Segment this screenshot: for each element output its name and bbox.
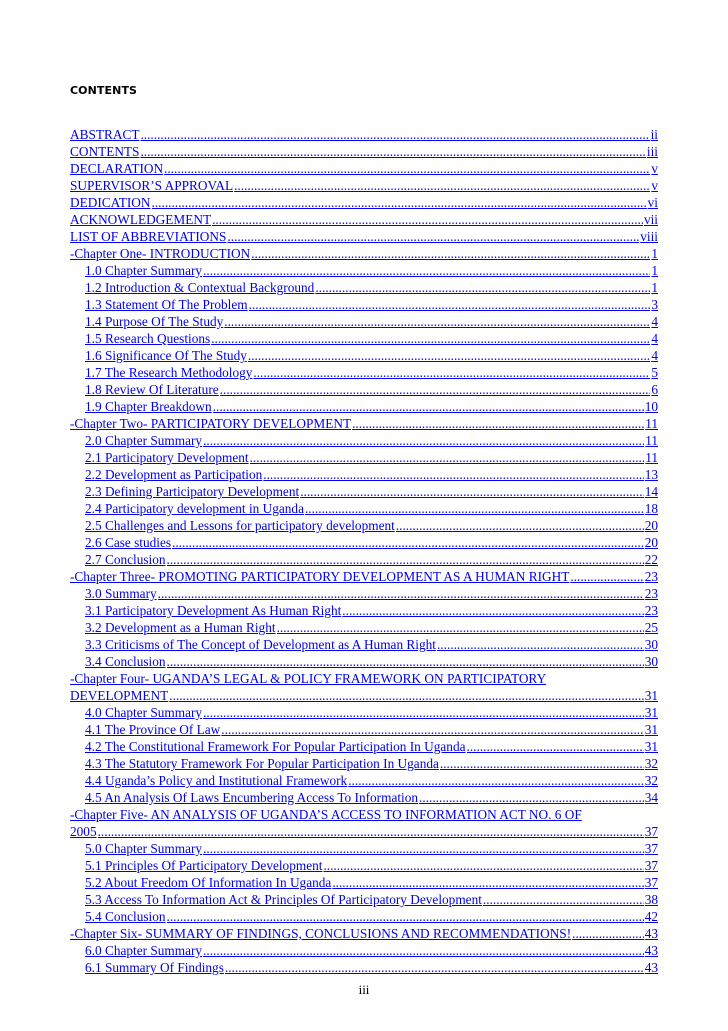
toc-entry[interactable] xyxy=(70,245,658,262)
toc-subentry[interactable] xyxy=(70,874,658,891)
toc-entry-title: 4.3 The Statutory Framework For Popular Participation In Uganda xyxy=(85,756,439,771)
dot-leader xyxy=(305,500,644,517)
dot-leader xyxy=(315,279,650,296)
toc-entry-title: 2.4 Participatory development in Uganda xyxy=(85,501,304,516)
dot-leader xyxy=(352,415,644,432)
toc-page-number: v xyxy=(651,161,658,176)
toc-entry-title: 1.2 Introduction & Contextual Background xyxy=(85,280,315,295)
toc-entry-title: CONTENTS xyxy=(70,144,140,159)
toc-subentry[interactable] xyxy=(70,347,658,364)
dot-leader xyxy=(440,755,644,772)
toc-page-number: 37 xyxy=(644,824,658,839)
toc-entry-title: 4.5 An Analysis Of Laws Encumbering Access To Information xyxy=(85,790,419,805)
dot-leader xyxy=(169,687,643,704)
toc-entry[interactable] xyxy=(70,211,658,228)
toc-page-number: 1 xyxy=(651,280,658,295)
toc-page-number: 18 xyxy=(644,501,658,516)
toc-subentry[interactable] xyxy=(70,296,658,313)
toc-entry-title: 2.7 Conclusion xyxy=(85,552,166,567)
toc-entry-title-line[interactable]: -Chapter Four- UGANDA’S LEGAL & POLICY FRAMEWORK ON PARTICIPATORY xyxy=(70,671,547,686)
toc-page-number: 42 xyxy=(644,909,658,924)
toc-entry-title: ABSTRACT xyxy=(70,127,140,142)
toc-subentry[interactable] xyxy=(70,602,658,619)
toc-entry-title: 4.0 Chapter Summary xyxy=(85,705,203,720)
dot-leader xyxy=(213,398,644,415)
toc-page-number: 5 xyxy=(651,365,658,380)
toc-page-number: 10 xyxy=(644,399,658,414)
toc-page-number: 43 xyxy=(644,960,658,975)
toc-subentry[interactable] xyxy=(70,330,658,347)
toc-entry-title: 5.1 Principles Of Participatory Development xyxy=(85,858,323,873)
dot-leader xyxy=(212,211,643,228)
toc-entry-title: 1.3 Statement Of The Problem xyxy=(85,297,248,312)
toc-entry-title: LIST OF ABBREVIATIONS xyxy=(70,229,227,244)
dot-leader xyxy=(140,126,649,143)
toc-page-number: 4 xyxy=(651,348,658,363)
dot-leader xyxy=(221,721,643,738)
toc-page-number: 31 xyxy=(644,739,658,754)
toc-subentry[interactable] xyxy=(70,551,658,568)
toc-entry[interactable] xyxy=(70,568,658,585)
contents-heading: CONTENTS xyxy=(70,84,138,97)
dot-leader xyxy=(227,228,639,245)
dot-leader xyxy=(152,194,647,211)
toc-page-number: 25 xyxy=(644,620,658,635)
toc-subentry[interactable] xyxy=(70,653,658,670)
toc-entry-title: -Chapter One- INTRODUCTION xyxy=(70,246,251,261)
toc-page-number: 30 xyxy=(644,654,658,669)
dot-leader xyxy=(220,381,651,398)
toc-entry-title: DEVELOPMENT xyxy=(70,688,169,703)
toc-subentry[interactable] xyxy=(70,585,658,602)
toc-entry-title: 4.4 Uganda’s Policy and Institutional Framework xyxy=(85,773,348,788)
toc-page-number: 14 xyxy=(644,484,658,499)
toc-entry-title: 4.2 The Constitutional Framework For Popular Participation In Uganda xyxy=(85,739,466,754)
dot-leader xyxy=(332,874,643,891)
toc-page-number: 30 xyxy=(644,637,658,652)
toc-entry-title: 5.2 About Freedom Of Information In Uganda xyxy=(85,875,332,890)
dot-leader xyxy=(248,347,650,364)
dot-leader xyxy=(467,738,644,755)
toc-entry[interactable] xyxy=(70,126,658,143)
dot-leader xyxy=(396,517,644,534)
toc-subentry[interactable] xyxy=(70,517,658,534)
toc-entry[interactable] xyxy=(70,415,658,432)
dot-leader xyxy=(167,908,644,925)
toc-entry-title: ACKNOWLEDGEMENT xyxy=(70,212,212,227)
dot-leader xyxy=(203,942,644,959)
toc-entry[interactable] xyxy=(70,228,658,245)
toc-subentry[interactable] xyxy=(70,262,658,279)
dot-leader xyxy=(98,823,644,840)
dot-leader xyxy=(572,925,644,942)
toc-page-number: 13 xyxy=(644,467,658,482)
toc-subentry[interactable] xyxy=(70,364,658,381)
dot-leader xyxy=(437,636,644,653)
dot-leader xyxy=(234,177,650,194)
toc-page-number: 22 xyxy=(644,552,658,567)
toc-subentry[interactable] xyxy=(70,840,658,857)
dot-leader xyxy=(172,534,644,551)
toc-entry-title: -Chapter Two- PARTICIPATORY DEVELOPMENT xyxy=(70,416,352,431)
toc-entry[interactable] xyxy=(70,925,658,942)
dot-leader xyxy=(419,789,644,806)
toc-subentry[interactable] xyxy=(70,534,658,551)
toc-page-number: 1 xyxy=(651,246,658,261)
toc-page-number: 31 xyxy=(644,722,658,737)
toc-entry-title: 6.0 Chapter Summary xyxy=(85,943,203,958)
toc-entry[interactable] xyxy=(70,823,658,840)
toc-page-number: 4 xyxy=(651,331,658,346)
toc-page-number: 23 xyxy=(644,603,658,618)
toc-entry-title: 1.0 Chapter Summary xyxy=(85,263,203,278)
toc-entry[interactable] xyxy=(70,687,658,704)
dot-leader xyxy=(167,551,644,568)
toc-subentry[interactable] xyxy=(70,449,658,466)
dot-leader xyxy=(224,313,650,330)
toc-entry-title: 1.7 The Research Methodology xyxy=(85,365,253,380)
dot-leader xyxy=(225,959,644,976)
toc-page-number: 37 xyxy=(644,841,658,856)
toc-subentry[interactable] xyxy=(70,483,658,500)
toc-entry-title: -Chapter Six- SUMMARY OF FINDINGS, CONCLUSIONS AND RECOMMENDATIONS! xyxy=(70,926,572,941)
toc-entry[interactable] xyxy=(70,177,658,194)
dot-leader xyxy=(250,449,645,466)
toc-subentry[interactable] xyxy=(70,636,658,653)
toc-entry-title: 2.1 Participatory Development xyxy=(85,450,249,465)
toc-page-number: v xyxy=(651,178,658,193)
dot-leader xyxy=(251,245,650,262)
table-of-contents xyxy=(70,126,658,976)
toc-subentry[interactable] xyxy=(70,432,658,449)
toc-entry-title: 4.1 The Province Of Law xyxy=(85,722,221,737)
dot-leader xyxy=(140,143,645,160)
toc-page-number: 37 xyxy=(644,858,658,873)
toc-page-number: 6 xyxy=(651,382,658,397)
toc-subentry[interactable] xyxy=(70,313,658,330)
toc-page-number: 31 xyxy=(644,688,658,703)
dot-leader xyxy=(249,296,651,313)
toc-entry-title: 1.9 Chapter Breakdown xyxy=(85,399,212,414)
toc-entry-title: DEDICATION xyxy=(70,195,151,210)
toc-entry-title: 3.0 Summary xyxy=(85,586,157,601)
toc-entry-title: 2.6 Case studies xyxy=(85,535,172,550)
toc-page-number: 4 xyxy=(651,314,658,329)
toc-subentry[interactable] xyxy=(70,500,658,517)
dot-leader xyxy=(483,891,644,908)
toc-entry-title: -Chapter Three- PROMOTING PARTICIPATORY DEVELOPMENT AS A HUMAN RIGHT xyxy=(70,569,570,584)
toc-subentry[interactable] xyxy=(70,466,658,483)
toc-subentry[interactable] xyxy=(70,704,658,721)
dot-leader xyxy=(158,585,644,602)
dot-leader xyxy=(164,160,650,177)
toc-entry-title: 5.3 Access To Information Act & Principles Of Participatory Development xyxy=(85,892,482,907)
toc-page-number: 34 xyxy=(644,790,658,805)
toc-page-number: 32 xyxy=(644,756,658,771)
toc-subentry[interactable] xyxy=(70,279,658,296)
toc-entry-title: 1.4 Purpose Of The Study xyxy=(85,314,224,329)
toc-entry-title-line[interactable]: -Chapter Five- AN ANALYSIS OF UGANDA’S ACCESS TO INFORMATION ACT NO. 6 OF xyxy=(70,807,582,822)
dot-leader xyxy=(211,330,650,347)
toc-entry-title: 1.6 Significance Of The Study xyxy=(85,348,247,363)
page-number: iii xyxy=(358,982,370,997)
toc-entry-title: 1.8 Review Of Literature xyxy=(85,382,219,397)
toc-page-number: viii xyxy=(640,229,658,244)
dot-leader xyxy=(300,483,644,500)
toc-entry-title: 1.5 Research Questions xyxy=(85,331,211,346)
toc-subentry[interactable] xyxy=(70,891,658,908)
dot-leader xyxy=(203,840,644,857)
toc-page-number: 43 xyxy=(644,943,658,958)
toc-page-number: 32 xyxy=(644,773,658,788)
toc-subentry[interactable] xyxy=(70,857,658,874)
dot-leader xyxy=(277,619,644,636)
toc-entry-title: SUPERVISOR’S APPROVAL xyxy=(70,178,234,193)
toc-subentry[interactable] xyxy=(70,398,658,415)
toc-entry-title: 3.4 Conclusion xyxy=(85,654,166,669)
toc-entry-title: 2005 xyxy=(70,824,97,839)
toc-page-number: vii xyxy=(643,212,658,227)
toc-page-number: 1 xyxy=(651,263,658,278)
dot-leader xyxy=(203,704,644,721)
toc-subentry[interactable] xyxy=(70,772,658,789)
toc-entry-title: 2.0 Chapter Summary xyxy=(85,433,203,448)
toc-page-number: vi xyxy=(647,195,658,210)
dot-leader xyxy=(570,568,643,585)
toc-entry[interactable] xyxy=(70,143,658,160)
toc-entry-title: 6.1 Summary Of Findings xyxy=(85,960,224,975)
toc-entry-title: 3.1 Participatory Development As Human Right xyxy=(85,603,342,618)
toc-page-number: 11 xyxy=(645,416,658,431)
toc-page-number: 23 xyxy=(644,586,658,601)
toc-subentry[interactable] xyxy=(70,738,658,755)
dot-leader xyxy=(342,602,643,619)
toc-page-number: iii xyxy=(646,144,658,159)
dot-leader xyxy=(203,262,650,279)
toc-subentry[interactable] xyxy=(70,721,658,738)
toc-subentry[interactable] xyxy=(70,789,658,806)
toc-entry-title: 2.2 Development as Participation xyxy=(85,467,263,482)
toc-page-number: 38 xyxy=(644,892,658,907)
toc-subentry[interactable] xyxy=(70,755,658,772)
toc-subentry[interactable] xyxy=(70,908,658,925)
toc-page-number: 20 xyxy=(644,518,658,533)
toc-page-number: 20 xyxy=(644,535,658,550)
dot-leader xyxy=(348,772,643,789)
dot-leader xyxy=(203,432,644,449)
toc-page-number: 31 xyxy=(644,705,658,720)
toc-subentry[interactable] xyxy=(70,942,658,959)
toc-entry-title: 3.3 Criticisms of The Concept of Development as A Human Right xyxy=(85,637,436,652)
toc-page-number: 11 xyxy=(645,450,658,465)
toc-entry-title: 2.3 Defining Participatory Development xyxy=(85,484,300,499)
toc-page-number: 23 xyxy=(644,569,658,584)
toc-entry[interactable] xyxy=(70,160,658,177)
toc-subentry[interactable] xyxy=(70,619,658,636)
dot-leader xyxy=(167,653,644,670)
toc-subentry[interactable] xyxy=(70,959,658,976)
toc-page-number: 11 xyxy=(645,433,658,448)
dot-leader xyxy=(263,466,643,483)
toc-page-number: 3 xyxy=(651,297,658,312)
toc-page-number: ii xyxy=(650,127,658,142)
toc-entry-title: 5.4 Conclusion xyxy=(85,909,166,924)
toc-entry-title: 2.5 Challenges and Lessons for participatory development xyxy=(85,518,395,533)
toc-page-number: 37 xyxy=(644,875,658,890)
dot-leader xyxy=(323,857,643,874)
toc-entry-title: 5.0 Chapter Summary xyxy=(85,841,203,856)
toc-entry-title: 3.2 Development as a Human Right xyxy=(85,620,276,635)
toc-entry[interactable] xyxy=(70,194,658,211)
toc-page-number: 43 xyxy=(644,926,658,941)
toc-entry-title: DECLARATION xyxy=(70,161,164,176)
dot-leader xyxy=(253,364,650,381)
toc-subentry[interactable] xyxy=(70,381,658,398)
